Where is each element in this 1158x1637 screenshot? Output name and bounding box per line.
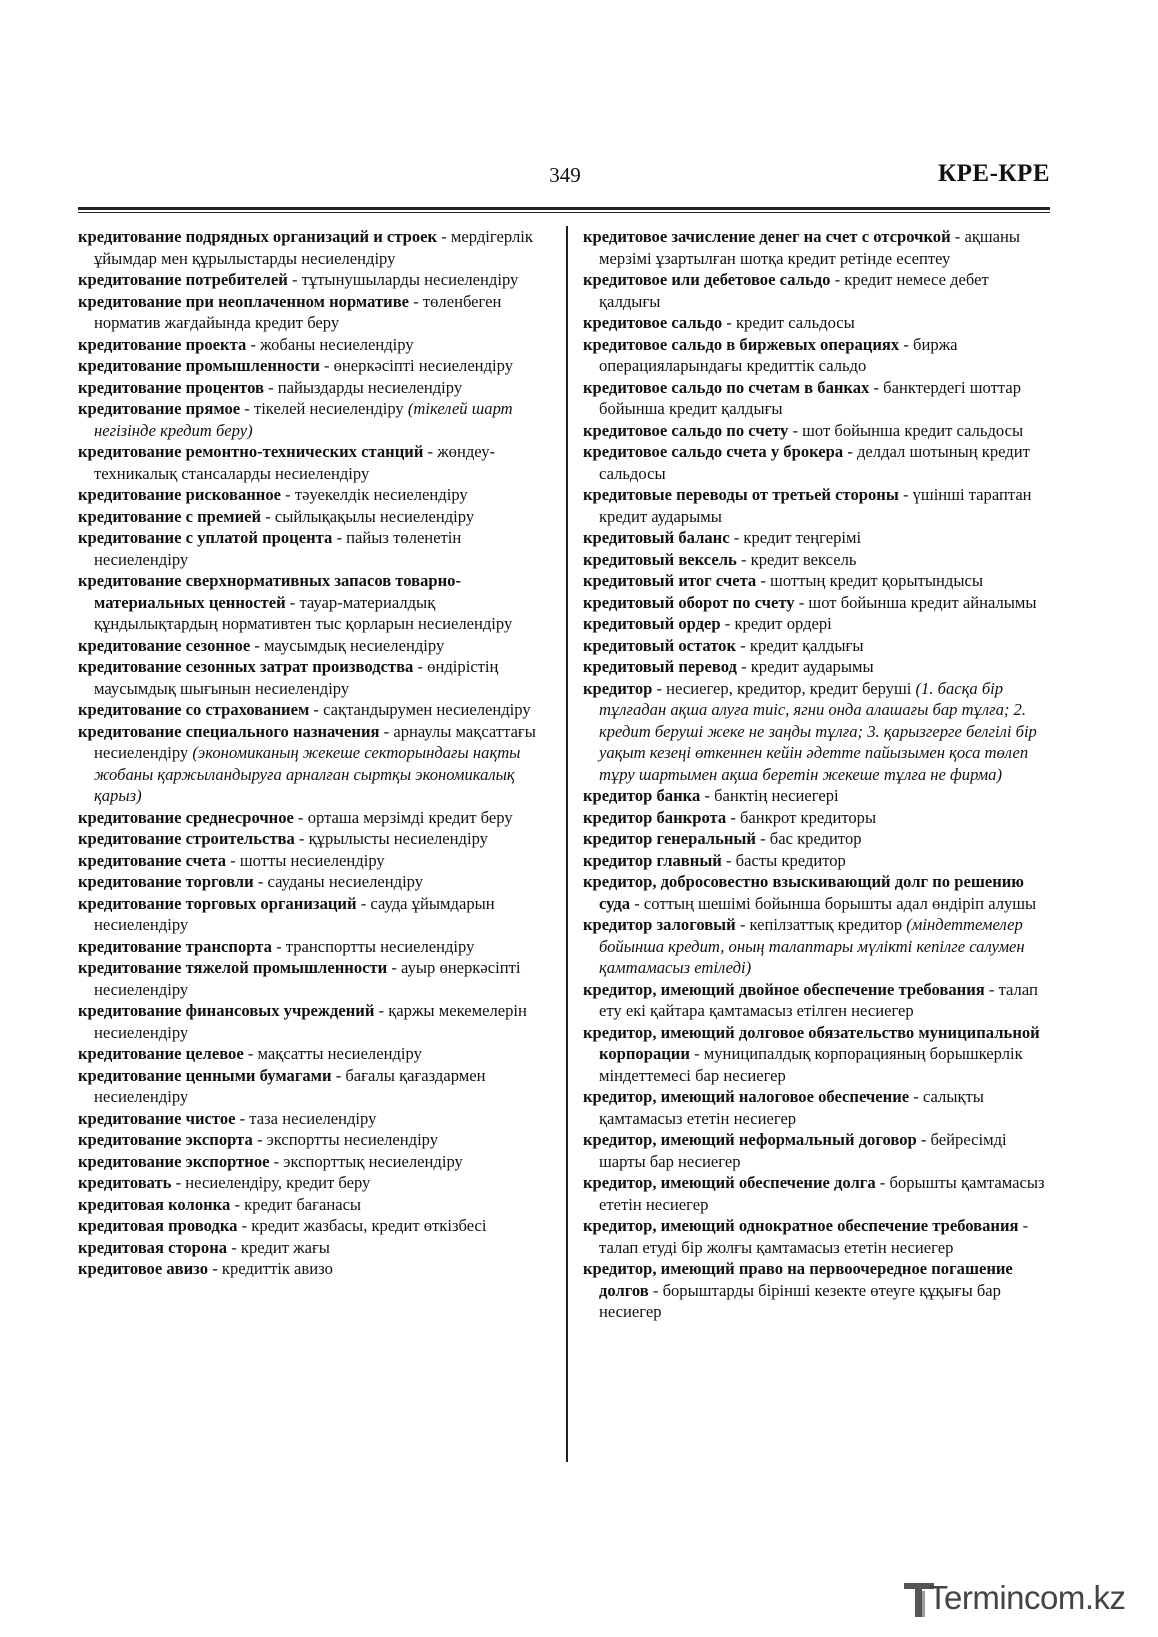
dictionary-entry — [78, 1129, 542, 1151]
entry-term: кредитор, имеющий неформальный договор — [583, 1130, 917, 1149]
dictionary-entry — [78, 1194, 542, 1216]
entry-term: кредитование подрядных организаций и строек — [78, 227, 438, 246]
entry-definition: - банктердегі шоттар бойынша кредит қалдығы — [599, 377, 1021, 418]
entry-term: кредитор залоговый — [583, 915, 736, 934]
entry-term: кредитор, имеющий однократное обеспечение требования — [583, 1216, 1019, 1235]
entry-definition: - шот бойынша кредит сальдосы — [788, 420, 1024, 440]
entry-term: кредитовое сальдо по счету — [583, 420, 789, 440]
entry-definition: - үшінші тараптан кредит аударымы — [599, 485, 1032, 526]
entry-term: кредитование торговых организаций — [78, 893, 357, 913]
dictionary-entry — [78, 1108, 542, 1130]
entry-term: кредитовое сальдо — [583, 313, 723, 332]
entry-definition: - шоттың кредит қорытындысы — [756, 571, 983, 590]
dictionary-entry — [78, 1151, 542, 1173]
dictionary-entry — [583, 656, 1053, 678]
entry-term: кредитование ремонтно-технических станций — [78, 442, 424, 461]
entry-definition: - таза несиелендіру — [235, 1108, 377, 1128]
right-column — [583, 226, 1053, 1323]
entry-term: кредитовый вексель — [583, 549, 737, 569]
entry-definition: - жобаны несиелендіру — [246, 334, 414, 354]
entry-definition: - жөндеу-техникалық стансаларды несиелендіру — [94, 442, 496, 483]
entry-term: кредитование промышленности — [78, 356, 320, 375]
dictionary-entry — [78, 1237, 542, 1259]
entry-term: кредитование сезонное — [78, 635, 251, 655]
entry-note: (тікелей шарт негізінде кредит беру) — [94, 399, 513, 440]
dictionary-entry — [78, 807, 542, 829]
dictionary-entry — [583, 592, 1053, 614]
entry-definition: - кредит бағанасы — [230, 1194, 362, 1214]
dictionary-entry — [583, 828, 1053, 850]
entry-definition: - қаржы мекемелерін несиелендіру — [94, 1001, 527, 1042]
entry-definition: - кредит аударымы — [736, 657, 874, 676]
dictionary-entry — [583, 226, 1053, 269]
dictionary-entry — [583, 635, 1053, 657]
entry-definition: - кредит вексель — [736, 549, 857, 569]
entry-definition: - тұтынушыларды несиелендіру — [287, 270, 519, 289]
dictionary-entry — [78, 1043, 542, 1065]
entry-definition: - шотты несиелендіру — [226, 850, 385, 870]
entry-term: кредитор, имеющий долговое обязательство муниципальной корпорации — [583, 1022, 1040, 1063]
entry-term: кредитование финансовых учреждений — [78, 1001, 375, 1020]
entry-term: кредитование рискованное — [78, 485, 282, 504]
dictionary-entry — [78, 355, 542, 377]
entry-note: (1. басқа бір тұлғадан ақша алуға тиіс, ягни онда алашағы бар тұлға; 2. кредит беруші жеке не заңды тұлға; 3. қарызгерге белгілі бір уақыт кезеңі өткеннен кейін әдетте пайызымен қоса төлеп тұру шартымен ақша беретін жекеше тұлға не фирма) — [599, 678, 1037, 784]
entry-term: кредитовое авизо — [78, 1259, 209, 1278]
entry-definition: - кредит теңгерімі — [729, 528, 862, 547]
entry-definition: - талап етуді бір жолғы қамтамасыз ететін несиегер — [599, 1216, 1029, 1257]
entry-term: кредитование чистое — [78, 1108, 236, 1128]
dictionary-entry — [78, 850, 542, 872]
dictionary-entry — [583, 807, 1053, 829]
dictionary-entry — [78, 1065, 542, 1108]
entry-definition: - мақсатты несиелендіру — [243, 1044, 422, 1063]
entry-term: кредитование проекта — [78, 334, 247, 354]
entry-definition: - кепілзаттық кредитор — [735, 915, 907, 934]
entry-term: кредитор, имеющий право на первоочередное погашение долгов — [583, 1259, 1013, 1300]
entry-definition: - экспорттық несиелендіру — [269, 1151, 463, 1171]
entry-definition: - талап ету екі қайтара қамтамасыз етілген несиегер — [599, 979, 1038, 1020]
entry-definition: - тәуекелдік несиелендіру — [281, 485, 468, 504]
entry-term: кредитовый перевод — [583, 657, 737, 676]
entry-term: кредитовый остаток — [583, 635, 737, 655]
entry-definition: - несиелендіру, кредит беру — [171, 1173, 371, 1192]
entry-definition: - ауыр өнеркәсіпті несиелендіру — [94, 958, 521, 999]
entry-term: кредитование строительства — [78, 829, 295, 848]
dictionary-entry — [78, 721, 542, 807]
entry-definition: - орташа мерзімді кредит беру — [293, 807, 513, 827]
dictionary-entry — [583, 678, 1053, 786]
entry-definition: - кредит жағы — [227, 1237, 330, 1257]
left-column — [78, 226, 542, 1280]
dictionary-entry — [78, 377, 542, 399]
dictionary-entry — [78, 484, 542, 506]
entry-definition: - соттың шешімі бойынша борышты адал өндіріп алушы — [630, 893, 1037, 913]
dictionary-entry — [78, 226, 542, 269]
entry-definition: - ақшаны мерзімі ұзартылған шотқа кредит ретінде есептеу — [599, 227, 1021, 268]
dictionary-entry — [78, 1258, 542, 1280]
entry-note: (экономиканың жекеше секторындағы нақты жобаны қаржыландыруға арналған сыртқы экономикалық қарыз) — [94, 743, 521, 805]
entry-term: кредитование экспорта — [78, 1130, 253, 1149]
entry-definition: - пайыздарды несиелендіру — [263, 377, 463, 397]
entry-term: кредитование целевое — [78, 1044, 244, 1063]
dictionary-entry — [583, 850, 1053, 872]
dictionary-entry — [583, 1022, 1053, 1087]
entry-term: кредитовый оборот по счету — [583, 592, 795, 612]
entry-term: кредитор, имеющий обеспечение долга — [583, 1173, 876, 1192]
dictionary-entry — [78, 656, 542, 699]
entry-term: кредитор, имеющий налоговое обеспечение — [583, 1087, 910, 1106]
entry-term: кредитовый ордер — [583, 614, 721, 633]
entry-term: кредитовые переводы от третьей стороны — [583, 485, 899, 504]
entry-definition: - мердігерлік ұйымдар мен құрылыстарды несиелендіру — [94, 227, 533, 268]
dictionary-entry — [583, 441, 1053, 484]
entry-term: кредитование экспортное — [78, 1151, 270, 1171]
entry-term: кредитор банка — [583, 786, 701, 805]
entry-term: кредитование торговли — [78, 872, 254, 891]
entry-term: кредитование с уплатой процента — [78, 528, 333, 547]
entry-term: кредитование среднесрочное — [78, 807, 294, 827]
dictionary-entry — [583, 613, 1053, 635]
entry-definition: - маусымдық несиелендіру — [250, 635, 445, 655]
entry-definition: - шот бойынша кредит айналымы — [794, 592, 1037, 612]
running-head: КРЕ-КРЕ — [938, 160, 1050, 187]
dictionary-entry — [583, 979, 1053, 1022]
entry-definition: - құрылысты несиелендіру — [294, 829, 488, 848]
dictionary-entry — [583, 1172, 1053, 1215]
dictionary-entry — [78, 291, 542, 334]
entry-term: кредитовая проводка — [78, 1216, 238, 1235]
dictionary-entry — [583, 785, 1053, 807]
entry-definition: - арнаулы мақсаттағы несиелендіру — [94, 721, 536, 762]
dictionary-entry — [583, 1129, 1053, 1172]
entry-term: кредитование специального назначения — [78, 721, 380, 741]
entry-term: кредитовать — [78, 1173, 172, 1192]
dictionary-entry — [583, 1215, 1053, 1258]
entry-definition: - банкрот кредиторы — [726, 807, 877, 827]
entry-term: кредитор, имеющий двойное обеспечение требования — [583, 979, 985, 999]
watermark — [902, 1577, 1126, 1623]
entry-term: кредитование сверхнормативных запасов товарно-материальных ценностей — [78, 571, 461, 612]
dictionary-entry — [583, 312, 1053, 334]
entry-term: кредитовый баланс — [583, 528, 730, 547]
entry-definition: - кредит немесе дебет қалдығы — [599, 270, 989, 311]
entry-definition: - бас кредитор — [755, 829, 862, 848]
dictionary-entry — [583, 570, 1053, 592]
entry-definition: - тікелей несиелендіру — [240, 399, 408, 418]
entry-term: кредитование при неоплаченном нормативе — [78, 291, 410, 311]
entry-definition: - транспортты несиелендіру — [271, 936, 475, 956]
entry-definition: - пайыз төленетін несиелендіру — [94, 528, 462, 569]
entry-definition: - бағалы қағаздармен несиелендіру — [94, 1065, 486, 1106]
dictionary-entry — [583, 377, 1053, 420]
dictionary-entry — [583, 1258, 1053, 1323]
watermark-text: Termincom.kz — [928, 1579, 1126, 1616]
entry-definition: - сауданы несиелендіру — [253, 872, 424, 891]
entry-definition: - салықты қамтамасыз ететін несиегер — [599, 1087, 984, 1128]
column-divider — [566, 226, 568, 1462]
entry-term: кредитор генеральный — [583, 829, 756, 848]
dictionary-entry — [78, 936, 542, 958]
entry-term: кредитор главный — [583, 850, 722, 870]
dictionary-entry — [78, 1000, 542, 1043]
entry-term: кредитовое или дебетовое сальдо — [583, 270, 831, 289]
entry-definition: - несиегер, кредитор, кредит беруші — [652, 678, 916, 698]
entry-term: кредитовое зачисление денег на счет с отсрочкой — [583, 227, 951, 246]
entry-term: кредитовое сальдо в биржевых операциях — [583, 334, 900, 354]
entry-definition: - кредит ордері — [720, 614, 832, 633]
entry-term: кредитование ценными бумагами — [78, 1065, 332, 1085]
entry-term: кредитование тяжелой промышленности — [78, 958, 388, 977]
dictionary-entry — [78, 699, 542, 721]
dictionary-entry — [78, 828, 542, 850]
dictionary-entry — [583, 1086, 1053, 1129]
dictionary-entry — [583, 484, 1053, 527]
dictionary-entry — [583, 914, 1053, 979]
entry-definition: - кредиттік авизо — [208, 1259, 333, 1278]
dictionary-entry — [583, 549, 1053, 571]
dictionary-entry — [583, 871, 1053, 914]
entry-definition: - кредит жазбасы, кредит өткізбесі — [237, 1216, 487, 1235]
dictionary-entry — [78, 441, 542, 484]
dictionary-entry — [78, 527, 542, 570]
entry-term: кредитор, добросовестно взыскивающий долг по решению суда — [583, 872, 1024, 913]
entry-definition: - экспортты несиелендіру — [252, 1130, 439, 1149]
entry-definition: - төленбеген норматив жағдайында кредит беру — [94, 291, 502, 332]
dictionary-entry — [78, 635, 542, 657]
entry-definition: - сауда ұйымдарын несиелендіру — [94, 893, 495, 934]
entry-definition: - өнеркәсіпті несиелендіру — [319, 356, 513, 375]
dictionary-entry — [78, 871, 542, 893]
entry-definition: - кредит қалдығы — [736, 635, 864, 655]
entry-term: кредитор — [583, 678, 653, 698]
dictionary-entry — [583, 527, 1053, 549]
entry-term: кредитование с премией — [78, 506, 262, 526]
entry-definition: - сыйлықақылы несиелендіру — [261, 506, 475, 526]
entry-term: кредитование процентов — [78, 377, 264, 397]
entry-term: кредитовая колонка — [78, 1194, 231, 1214]
dictionary-entry — [78, 506, 542, 528]
entry-term: кредитование счета — [78, 850, 227, 870]
dictionary-entry — [78, 570, 542, 635]
entry-term: кредитовый итог счета — [583, 571, 757, 590]
dictionary-entry — [583, 269, 1053, 312]
entry-definition: - банктің несиегері — [700, 786, 839, 805]
entry-definition: - кредит сальдосы — [722, 313, 855, 332]
dictionary-entry — [78, 1172, 542, 1194]
entry-definition: - сақтандырумен несиелендіру — [309, 700, 531, 719]
dictionary-entry — [78, 334, 542, 356]
entry-term: кредитование транспорта — [78, 936, 272, 956]
header-rule-thin — [78, 212, 1050, 213]
entry-term: кредитование сезонных затрат производства — [78, 657, 414, 676]
entry-definition: - муниципалдық корпорацияның борышкерлік міндеттемесі бар несиегер — [599, 1044, 1023, 1085]
entry-term: кредитовое сальдо по счетам в банках — [583, 377, 870, 397]
dictionary-entry — [78, 1215, 542, 1237]
entry-definition: - өндірістің маусымдық шығынын несиелендіру — [94, 657, 499, 698]
dictionary-entry — [583, 420, 1053, 442]
entry-term: кредитование потребителей — [78, 270, 288, 289]
entry-definition: - борыштарды бірінші кезекте өтеуге құқығы бар несиегер — [599, 1280, 1001, 1321]
entry-term: кредитование прямое — [78, 399, 241, 418]
entry-term: кредитор банкрота — [583, 807, 727, 827]
entry-term: кредитовая сторона — [78, 1237, 228, 1257]
entry-term: кредитование со страхованием — [78, 700, 310, 719]
dictionary-entry — [78, 893, 542, 936]
entry-definition: - бейресімді шарты бар несиегер — [599, 1130, 1007, 1171]
dictionary-entry — [583, 334, 1053, 377]
entry-note: (міндеттемелер бойынша кредит, оның талаптары мүлікті кепілге салумен қамтамасыз етіледі) — [599, 915, 1025, 977]
entry-definition: - борышты қамтамасыз ететін несиегер — [599, 1173, 1045, 1214]
dictionary-entry — [78, 398, 542, 441]
header-rule-thick — [78, 207, 1050, 210]
entry-definition: - делдал шотының кредит сальдосы — [599, 442, 1030, 483]
dictionary-entry — [78, 269, 542, 291]
entry-definition: - басты кредитор — [721, 850, 846, 870]
page-number: 349 — [549, 163, 581, 187]
entry-definition: - тауар-материалдық құндылықтардың нормативтен тыс қорларын несиелендіру — [94, 592, 513, 633]
entry-definition: - биржа операцияларындағы кредиттік сальдо — [599, 334, 958, 375]
entry-term: кредитовое сальдо счета у брокера — [583, 442, 844, 461]
dictionary-entry — [78, 957, 542, 1000]
